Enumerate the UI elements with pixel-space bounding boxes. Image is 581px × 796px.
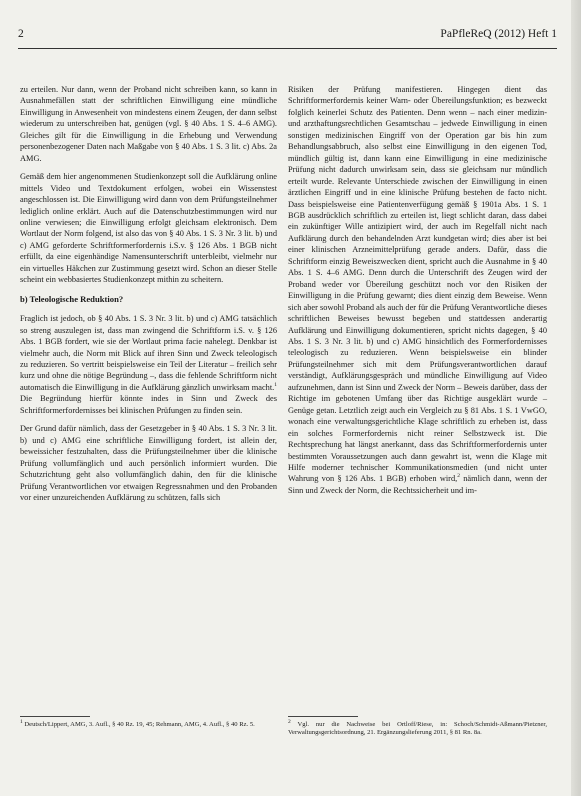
footnote-ref: 1 <box>274 382 277 389</box>
running-header <box>18 28 557 46</box>
footnote-number: 2 <box>288 718 291 725</box>
footnote-2 <box>288 718 547 738</box>
paragraph-text: Risiken der Prüfung manifestieren. Hingegen dient das Schriftformerfordernis keiner Warn- oder Übereilungsfunktion; es bezweckt folglich keinerlei Schutz des Patienten. Denn wenn – nach einer medizin- und arzthaftungsrechtlichen Gesamtschau – jedwede Einwilligung in einen sonstigen medizinischen Eingriff von der Operation gar bis hin zum Behandlungsabbruch, also selbst eine Einwilligung in den eigenen Tod, mündlich gültig ist, dann kann eine Einwilligung in eine medizinische Prüfung nicht dadurch unwirksam sein, dass sie gleichsam nur mündlich erteilt wurde. Relevante Unterschiede zwischen der Einwilligung in einen ärztlichen Eingriff und in eine klinische Prüfung bestehen de facto nicht. Dass beispielsweise eine Patientenverfügung gemäß § 1901a Abs. 1 S. 1 BGB ausdrücklich schriftlich zu erteilen ist, liegt schlicht daran, dass dabei ein zukünftiger Wille antizipiert wird, der auch im Regelfall nicht nach Aufklärung durch den behandelnden Arzt kundgetan wird; dies aber ist bei einer klinischen Arzneimittelprüfung gerade anders. Dafür, dass die Schriftform einzig Beweiszwecken dient, spricht auch die Ausnahme in § 40 Abs. 1 S. 4–6 AMG. Denn durch die Unterschrift des Zeugen wird der Proband weder vor Übereilung geschützt noch vor den Risiken der Einwilligung in die Prüfung gewarnt; dies dient einzig dem Beweise. Wenn sich aber sowohl Proband als auch der für die Prüfung Verantwortliche dieses schriftlichen Beweises bewusst begeben und stattdessen anderartig Aufklärung und Einwilligung dokumentieren, spricht nichts dagegen, § 40 Abs. 1 S. 3 Nr. 3 lit. b) und c) AMG hinsichtlich des Formerfordernisses teleologisch zu reduzieren. Wenn beispielsweise ein blinder Prüfungsteilnehmer sich mit dem Prüfungsverantwortlichen darauf verständigt, Aufklärungsgespräch und mündliche Einwilligung auf Video aufzunehmen, dann ist Sinn und Zweck der Norm – Beweis darüber, dass der Richtige im gebotenen Umfang über das Richtige ausgeklärt wurde – Genüge getan. Letztlich zeigt auch ein Vergleich zu § 81 Abs. 1 S. 1 VwGO, wonach eine verwaltungsgerichtliche Klage schriftlich zu erheben ist, dass ein solches Formerfordernis nicht reiner Selbstzweck ist. Die Rechtsprechung hat längst anerkannt, dass das Schriftformerfordernis unter bestimmten Voraussetzungen auch dann gewahrt ist, wenn die Klage mit Hilfe moderner technischer Kommunikationsmedien (und nicht unter Wahrung von § 126 Abs. 1 BGB) erhoben wird, <box>288 85 547 484</box>
footnote-text: Vgl. nur die Nachweise bei Ortloff/Riese, in: Schoch/Schmidt-Aßmann/Pietzner, Verwaltungsgerichtsordnung, 21. Ergänzungslieferung 2011, § 81 Rn. 8a. <box>288 721 547 737</box>
journal-citation: PaPfleReQ (2012) Heft 1 <box>440 28 557 40</box>
scan-edge-shadow <box>571 0 581 796</box>
footnotes-right <box>288 716 547 738</box>
paragraph: zu erteilen. Nur dann, wenn der Proband nicht schreiben kann, so kann in Ausnahmefällen statt der schriftlichen Einwilligung eine mündliche Einwilligung in Anwesenheit von mindestens einem Zeugen, der dann selbst wiederum zu unterschreiben hat, genügen (vgl. § 40 Abs. 1 S. 4–6 AMG). Gleiches gilt für die Einwilligung in die Erhebung und Verwendung personenbezogener Daten nach Maßgabe von § 40 Abs. 1 S. 3 lit. c) Abs. 2a AMG. <box>20 85 277 163</box>
paragraph <box>20 313 277 416</box>
paragraph-text: Fraglich ist jedoch, ob § 40 Abs. 1 S. 3 Nr. 3 lit. b) und c) AMG tatsächlich so streng auszulegen ist, dass man zwingend die Schriftform i.S. v. § 126 Abs. 1 BGB fordert, wie sie der Wortlaut prima facie nahelegt. Denkbar ist vielmehr auch, die Norm mit Blick auf ihren Sinn und Zweck teleologisch zu reduzieren. So vertritt beispielsweise ein Teil der Literatur – freilich sehr kurz und ohne die nötige Begründung –, dass die fehlende Schriftform nicht automatisch die Einwilligung in die Aufklärung gänzlich unwirksam macht. <box>20 314 277 392</box>
paragraph-text: Die Begründung hierfür könnte indes in Sinn und Zweck des Schriftformerfordernisses bei klinischen Prüfungen zu finden sein. <box>20 394 277 415</box>
footnotes-left <box>20 716 277 729</box>
page-number: 2 <box>18 28 24 40</box>
left-column <box>20 84 277 510</box>
header-rule <box>18 48 557 49</box>
footnote-number: 1 <box>20 718 23 725</box>
right-column <box>288 84 547 503</box>
paragraph: Der Grund dafür nämlich, dass der Gesetzgeber in § 40 Abs. 1 S. 3 Nr. 3 lit. b) und c) AMG eine schriftliche Einwilligung fordert, ist allein der, beweissicher festzuhalten, dass die Prüfungsteilnehmer über die klinische Prüfung vollumfänglich und auch persönlich informiert wurden. Die Schutzrichtung geht also vollumfänglich dahin, den für die klinische Prüfung Verantwortlichen vor etwaigen Regressnahmen und den Probanden vor einer unzureichenden Aufklärung zu schützen, falls sich <box>20 424 277 502</box>
footnote-text: Deutsch/Lippert, AMG, 3. Aufl., § 40 Rz. 19, 45; Rehmann, AMG, 4. Aufl., § 40 Rz. 5. <box>24 721 255 728</box>
section-heading: b) Teleologische Reduktion? <box>20 293 124 304</box>
paragraph <box>288 84 547 496</box>
footnote-rule <box>288 716 358 717</box>
paragraph-text: nämlich dann, wenn der Sinn und Zweck der Norm, die Rechtssicherheit und im- <box>288 474 547 495</box>
footnote-rule <box>20 716 90 717</box>
paragraph: Gemäß dem hier angenommenen Studienkonzept soll die Aufklärung online mittels Video und Textdokument erfolgen, wobei ein Wissenstest angeschlossen ist. Die Einwilligung wird dann von dem Prüfungsteilnehmer lediglich online erklärt. Auch auf die Datenschutzbestimmungen wird nur online verwiesen; die Einwilligung erfolgt gleichsam elektronisch. Dem Wortlaut der Norm folgend, ist also das von § 40 Abs. 1 S. 3 Nr. 3 lit. b) und c) AMG geforderte Schriftformerfordernis i.S.v. § 126 Abs. 1 BGB nicht erfüllt, da eine eigenhändige Namensunterschrift unterbleibt, vielmehr nur ein virtuelles Häkchen zur Zustimmung gesetzt wird. Schon an dieser Stelle scheint ein webbasiertes Studienkonzept mithin zu scheitern. <box>20 172 277 285</box>
footnote-1 <box>20 718 277 729</box>
footnote-ref: 2 <box>457 473 460 480</box>
